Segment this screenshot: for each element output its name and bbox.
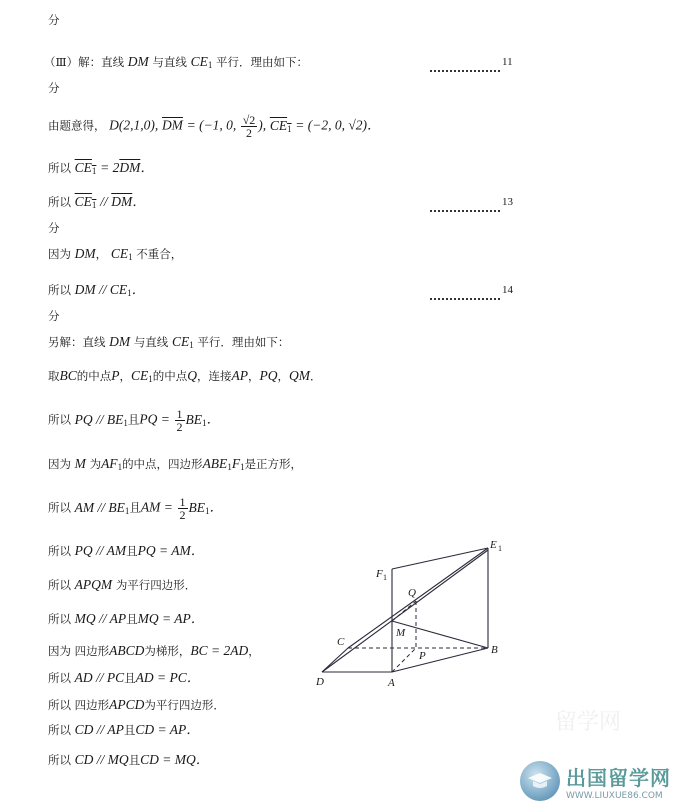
denominator: 2 (176, 420, 183, 434)
math-expr: AM = (140, 499, 173, 515)
denominator: 2 (179, 508, 186, 522)
text: 且 (128, 753, 141, 767)
math-expr: CD // AP (74, 722, 124, 737)
text: 所以 (48, 500, 71, 515)
text: 因为 (48, 247, 71, 261)
subscript: 1 (128, 252, 133, 262)
math-eq: = (−2, 0, √2)． (295, 117, 381, 133)
subscript: 1 (91, 166, 97, 176)
given-line (48, 114, 380, 139)
text: 所以 (48, 544, 71, 558)
label-e-sub: 1 (498, 544, 502, 553)
so11-line (48, 722, 200, 738)
math-f: F (231, 456, 241, 471)
vector-dm: $\overline{DM}$ (161, 117, 183, 133)
text: ， (277, 369, 290, 383)
math-expr: DM // CE (74, 282, 128, 297)
math-expr: BE (185, 411, 203, 427)
alt-line (48, 334, 289, 353)
subscript: 1 (148, 374, 153, 384)
vector-ce: CE (269, 117, 288, 133)
text: 另解：直线 (48, 335, 106, 349)
text: ． (195, 752, 210, 767)
vector-dm: $\overline{DM}$ (119, 160, 141, 175)
text: ． (209, 499, 224, 515)
so10-line (48, 697, 225, 713)
text: ． (186, 670, 201, 685)
math-q: Q (187, 368, 198, 383)
text: ． (190, 611, 205, 626)
text: 所以 (48, 753, 71, 767)
text: 且 (126, 544, 138, 558)
text: 所以 (48, 671, 71, 685)
so12-line (48, 752, 209, 768)
subscript: 1 (227, 462, 232, 472)
math-m: M (74, 456, 86, 471)
so3-line (48, 282, 528, 301)
watermark-logo (520, 761, 671, 801)
fen-4: 分 (48, 309, 60, 323)
subscript: 1 (91, 200, 97, 210)
subscript: 1 (287, 123, 292, 134)
math-dm: DM (127, 54, 149, 69)
so1-line (48, 160, 154, 179)
text: 所以 (48, 161, 71, 175)
text: 的中点，四边形 (122, 457, 203, 471)
text: 因为 (48, 457, 71, 471)
denominator: 2 (245, 126, 252, 140)
fraction (241, 114, 258, 139)
text: 是正方形， (244, 457, 303, 471)
text: 四边形 (74, 644, 110, 658)
text: 为平行四边形． (115, 578, 197, 592)
text: ， (248, 369, 260, 383)
text: 由题意得， (48, 118, 106, 133)
label-m: M (396, 627, 406, 639)
text: ， (248, 644, 260, 658)
because1-line (48, 246, 182, 265)
watermark-url: WWW.LIUXUE86.COM (566, 790, 663, 801)
text: 的中点 (76, 369, 112, 383)
math-apcd: APCD (109, 697, 145, 712)
math-pq: PQ (259, 368, 278, 383)
label-d: D (316, 676, 324, 688)
text: 为梯形， (144, 644, 191, 658)
math-eq: ), (258, 117, 267, 133)
text: ． (186, 722, 200, 737)
text: 因为 (48, 644, 71, 658)
so5-line (48, 496, 223, 521)
geometry-figure (310, 535, 510, 695)
text: 且 (129, 500, 141, 515)
math-d: D(2,1,0), (109, 117, 159, 133)
watermark-title: 出国留学网 (566, 765, 671, 790)
leader-dots (430, 54, 500, 72)
dashed-ap (392, 648, 416, 672)
text: 且 (127, 412, 140, 427)
text: 为平行四边形． (144, 698, 225, 712)
fen-top: 分 (48, 13, 60, 27)
math-dm: DM (109, 334, 131, 349)
subscript: 1 (240, 462, 245, 472)
text: 与直线 (133, 335, 169, 349)
label-c: C (337, 636, 345, 648)
text: 所以 (48, 578, 71, 592)
label-f-sub: 1 (383, 573, 387, 582)
subscript: 1 (205, 505, 210, 516)
math-dm: DM (74, 246, 96, 261)
text: ， (95, 247, 108, 261)
subscript: 1 (123, 417, 128, 428)
math-expr: PQ // AM (74, 543, 127, 558)
vector-ce: CE (74, 194, 92, 209)
text: 为 (89, 457, 102, 471)
math-eq: = 2 (100, 160, 120, 175)
vector-dm: $\overline{DM}$ (111, 194, 133, 209)
cap-icon (527, 771, 553, 791)
math-expr: CD = AP (135, 722, 187, 737)
so7-line (48, 577, 196, 593)
numerator: 1 (179, 495, 186, 509)
math-abcd: ABCD (109, 643, 145, 658)
text: 取 (48, 369, 60, 383)
fraction (178, 496, 188, 521)
math-qm: QM (289, 368, 311, 383)
math-expr: CD // MQ (74, 752, 129, 767)
text: 所以 (48, 698, 71, 712)
edge-dc (322, 648, 348, 672)
fraction (175, 408, 185, 433)
edge-mb (392, 621, 488, 648)
math-expr: AM // BE (74, 499, 125, 515)
text: ． (132, 194, 146, 209)
part3-line (44, 54, 524, 73)
math-expr: PQ = AM (137, 543, 191, 558)
text: 所以 (48, 723, 71, 737)
text: 所以 (48, 412, 71, 427)
text: ， (119, 369, 132, 383)
label-a: A (388, 677, 395, 689)
math-eq: = (−1, 0, (186, 117, 240, 133)
math-expr: AD = PC (135, 670, 187, 685)
math-expr: CD = MQ (140, 752, 196, 767)
parallel: // (100, 194, 108, 209)
text: 与直线 (152, 55, 187, 69)
label-e: E (490, 539, 497, 551)
label-f: F (376, 568, 383, 580)
fen-3: 分 (48, 221, 60, 235)
math-bc: BC (59, 368, 77, 383)
leader-dots (430, 282, 500, 300)
fen-2: 分 (48, 81, 60, 95)
text: ． (131, 282, 146, 297)
text: 且 (123, 723, 136, 737)
so6-line (48, 543, 204, 559)
math-ap: AP (231, 368, 249, 383)
vector-ce: CE (74, 160, 92, 175)
score-13: 13 (502, 196, 513, 208)
numerator: 1 (176, 407, 183, 421)
math-p: P (111, 368, 120, 383)
math-expr: BC = 2AD (190, 643, 249, 658)
take-line (48, 368, 322, 387)
subscript: 1 (202, 417, 207, 428)
label-p: P (419, 650, 426, 662)
math-ce: CE (131, 368, 149, 383)
so4-line (48, 408, 220, 433)
text: ． (206, 411, 221, 427)
math-expr: MQ = AP (137, 611, 191, 626)
text: （Ⅲ）解：直线 (44, 55, 125, 69)
text: 的中点 (152, 369, 188, 383)
subscript: 1 (117, 462, 123, 472)
subscript: 1 (189, 340, 194, 350)
math-expr: PQ // BE (74, 411, 124, 427)
text: ． (190, 543, 205, 558)
math-ce: CE (190, 54, 208, 69)
edge-ab (392, 648, 488, 672)
globe-icon (520, 761, 560, 801)
subscript: 1 (207, 60, 213, 70)
text: 所以 (48, 195, 71, 209)
label-q: Q (408, 587, 416, 599)
ghost-watermark: 留学网 (555, 710, 622, 735)
math-ce: CE (171, 334, 190, 349)
so2-line (48, 194, 528, 213)
so8-line (48, 611, 204, 627)
text: 平行．理由如下： (215, 55, 308, 69)
math-abef: ABE (202, 456, 228, 471)
text: 四边形 (74, 698, 110, 712)
because2-line (48, 456, 302, 475)
score-14: 14 (502, 284, 513, 296)
math-expr: MQ // AP (74, 611, 127, 626)
score-11: 11 (502, 56, 513, 68)
math-expr: AD // PC (74, 670, 125, 685)
label-b: B (491, 644, 498, 656)
because3-line (48, 643, 260, 659)
math-expr: PQ = (139, 411, 170, 427)
math-expr: APQM (74, 577, 113, 592)
text: 所以 (48, 612, 71, 626)
text: 平行．理由如下： (197, 335, 290, 349)
text: ，连接 (197, 369, 232, 383)
math-expr: BE (188, 499, 206, 515)
text: 且 (126, 612, 138, 626)
numerator: √2 (242, 113, 256, 127)
text: ． (310, 369, 322, 383)
text: 且 (124, 671, 136, 685)
watermark-text (566, 762, 671, 801)
so9-line (48, 670, 200, 686)
leader-dots (430, 194, 500, 212)
text: ． (140, 160, 154, 175)
subscript: 1 (127, 288, 132, 298)
math-af: AF (101, 456, 118, 471)
math-ce: CE (110, 246, 129, 261)
text: 所以 (48, 283, 71, 297)
subscript: 1 (124, 505, 130, 516)
text: 不重合， (136, 247, 183, 261)
